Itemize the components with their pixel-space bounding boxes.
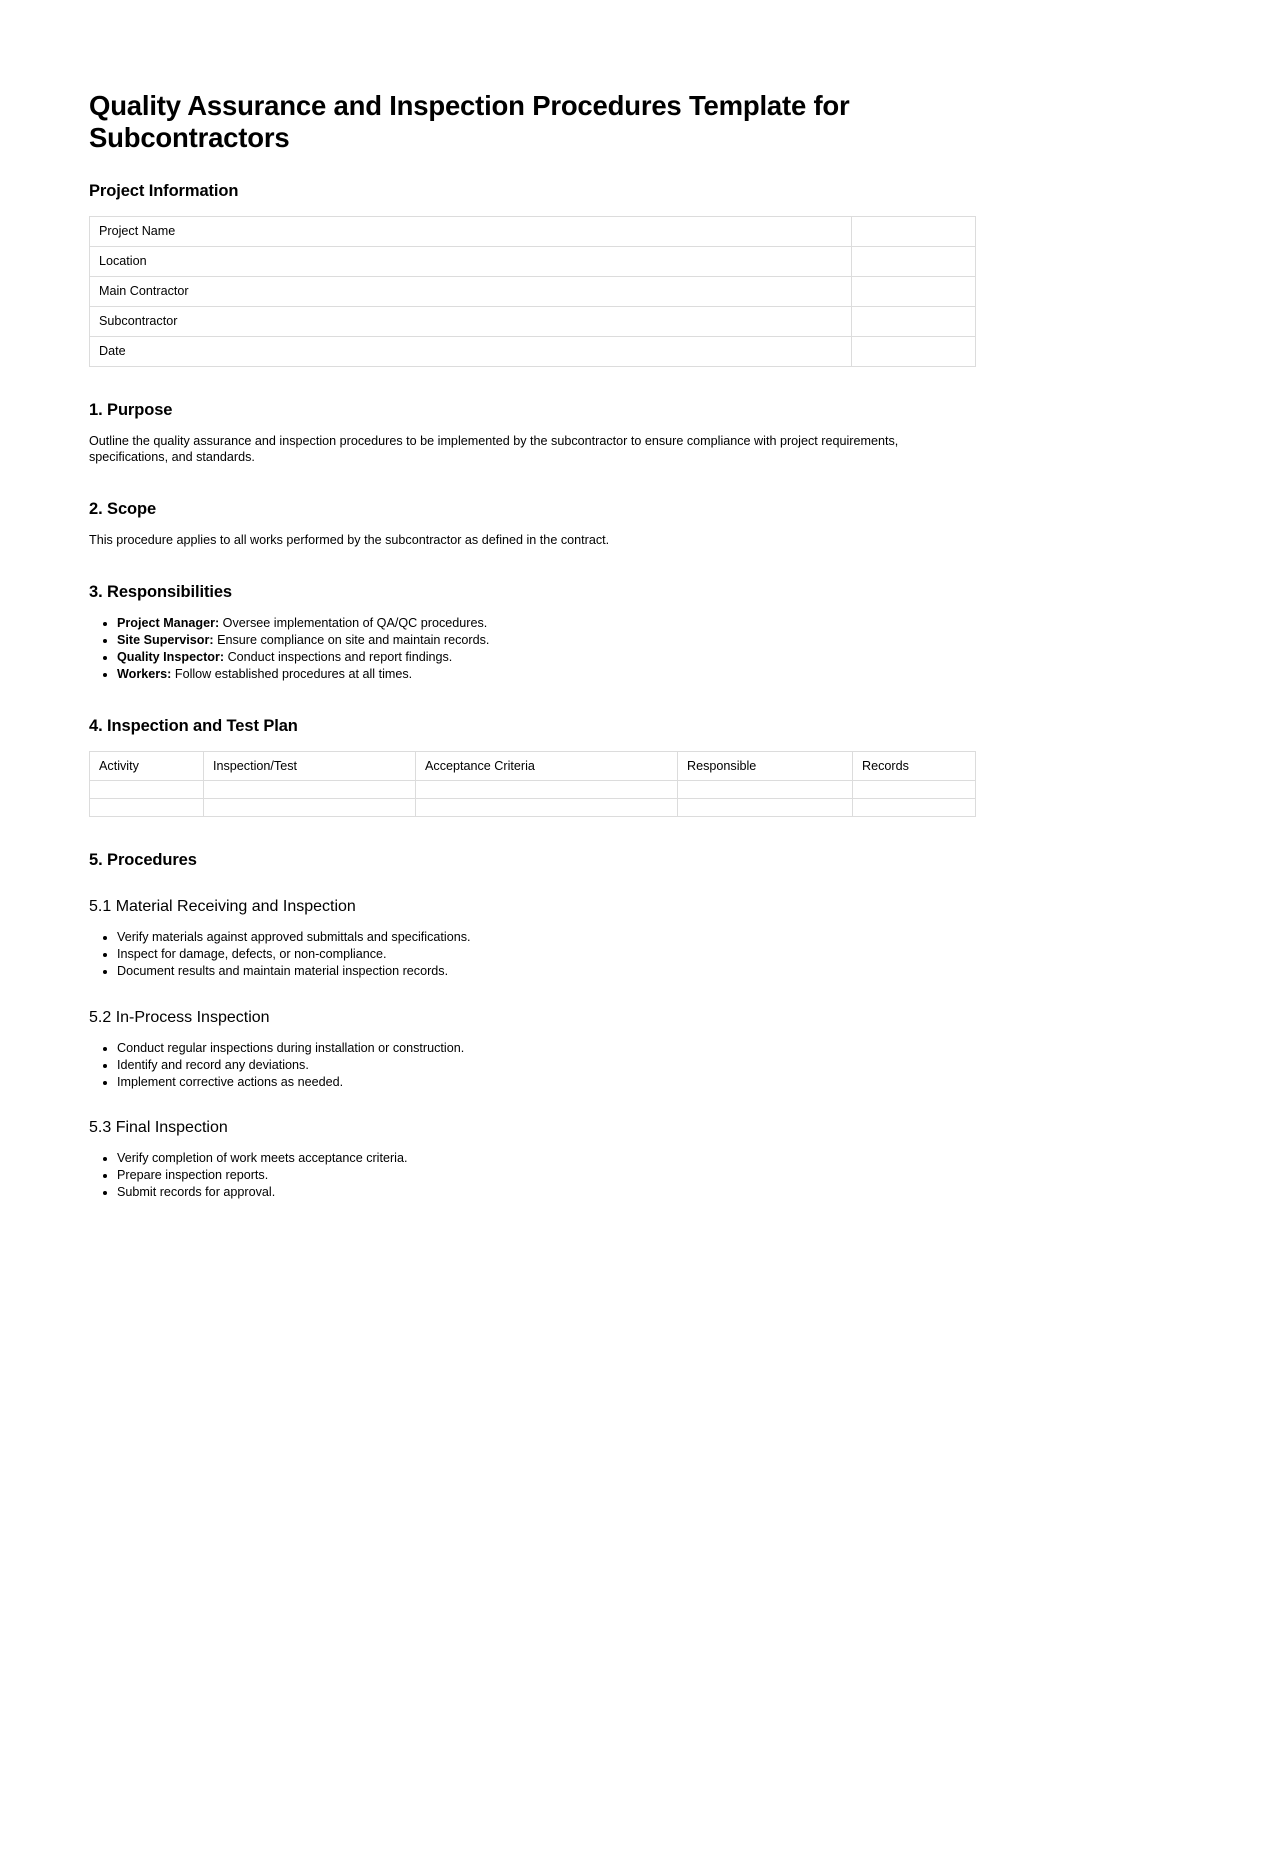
responsibilities-list bbox=[89, 615, 978, 684]
cell-acceptance-criteria[interactable] bbox=[416, 781, 678, 799]
cell-acceptance-criteria[interactable] bbox=[416, 799, 678, 817]
purpose-body-text: Outline the quality assurance and inspection procedures to be implemented by the subcontractor to ensure compliance with project requirements, specifications, and standards. bbox=[89, 433, 899, 465]
column-header-responsible: Responsible bbox=[678, 752, 853, 781]
section-heading-project-information: Project Information bbox=[89, 181, 239, 200]
table-row bbox=[90, 306, 976, 336]
list-item: • Verify completion of work meets acceptance criteria. bbox=[117, 1150, 978, 1167]
list-item bbox=[117, 649, 978, 666]
list-item bbox=[117, 615, 978, 632]
list-item: • Prepare inspection reports. bbox=[117, 1167, 978, 1184]
list-item: • Inspect for damage, defects, or non-compliance. bbox=[117, 946, 978, 963]
material-receiving-list bbox=[89, 929, 978, 980]
responsibility-duty: Oversee implementation of QA/QC procedures. bbox=[219, 615, 488, 630]
cell-inspection-test[interactable] bbox=[204, 799, 416, 817]
column-header-acceptance-criteria: Acceptance Criteria bbox=[416, 752, 678, 781]
table-row bbox=[90, 216, 976, 246]
row-label: Location bbox=[90, 246, 852, 276]
subsection-heading-material-receiving-and-inspection: 5.1 Material Receiving and Inspection bbox=[89, 898, 356, 916]
section-heading-procedures: 5. Procedures bbox=[89, 851, 197, 870]
section-heading-purpose: 1. Purpose bbox=[89, 400, 173, 419]
table-row bbox=[90, 246, 976, 276]
final-inspection-list bbox=[89, 1150, 978, 1201]
cell-activity[interactable] bbox=[90, 799, 204, 817]
section-heading-scope: 2. Scope bbox=[89, 500, 157, 519]
list-item: • Submit records for approval. bbox=[117, 1184, 978, 1201]
row-value[interactable] bbox=[852, 306, 976, 336]
inspection-test-plan-table bbox=[89, 751, 976, 817]
page-title: Quality Assurance and Inspection Procedures Template for Subcontractors bbox=[89, 90, 850, 154]
row-label: Main Contractor bbox=[90, 276, 852, 306]
in-process-inspection-list bbox=[89, 1040, 978, 1091]
list-item bbox=[117, 666, 978, 683]
inspection-test-plan-table-header bbox=[90, 752, 976, 781]
list-item: • Conduct regular inspections during installation or construction. bbox=[117, 1040, 978, 1057]
project-information-table bbox=[89, 216, 976, 367]
project-information-table-body bbox=[90, 216, 976, 366]
subsection-heading-final-inspection: 5.3 Final Inspection bbox=[89, 1118, 228, 1136]
cell-responsible[interactable] bbox=[678, 799, 853, 817]
row-value[interactable] bbox=[852, 336, 976, 366]
column-header-activity: Activity bbox=[90, 752, 204, 781]
row-value[interactable] bbox=[852, 216, 976, 246]
list-item: • Implement corrective actions as needed. bbox=[117, 1074, 978, 1091]
responsibility-role: Site Supervisor: bbox=[117, 632, 214, 647]
cell-responsible[interactable] bbox=[678, 781, 853, 799]
list-item: • Identify and record any deviations. bbox=[117, 1057, 978, 1074]
cell-activity[interactable] bbox=[90, 781, 204, 799]
responsibility-role: Quality Inspector: bbox=[117, 649, 225, 664]
list-item: • Document results and maintain material inspection records. bbox=[117, 963, 978, 980]
column-header-inspection-test: Inspection/Test bbox=[204, 752, 416, 781]
column-header-records: Records bbox=[853, 752, 976, 781]
scope-body-text: This procedure applies to all works performed by the subcontractor as defined in the contract. bbox=[89, 533, 610, 548]
section-heading-inspection-and-test-plan: 4. Inspection and Test Plan bbox=[89, 717, 298, 736]
table-row bbox=[90, 276, 976, 306]
inspection-test-plan-table-body bbox=[90, 781, 976, 817]
section-heading-responsibilities: 3. Responsibilities bbox=[89, 582, 232, 601]
responsibility-duty: Follow established procedures at all times. bbox=[171, 667, 413, 682]
list-item bbox=[117, 632, 978, 649]
cell-inspection-test[interactable] bbox=[204, 781, 416, 799]
table-row bbox=[90, 336, 976, 366]
cell-records[interactable] bbox=[853, 781, 976, 799]
subsection-heading-in-process-inspection: 5.2 In-Process Inspection bbox=[89, 1008, 270, 1026]
responsibility-duty: Ensure compliance on site and maintain records. bbox=[213, 632, 490, 647]
cell-records[interactable] bbox=[853, 799, 976, 817]
responsibility-role: Workers: bbox=[117, 667, 172, 682]
row-value[interactable] bbox=[852, 276, 976, 306]
list-item: • Verify materials against approved submittals and specifications. bbox=[117, 929, 978, 946]
row-value[interactable] bbox=[852, 246, 976, 276]
row-label: Date bbox=[90, 336, 852, 366]
table-row bbox=[90, 781, 976, 799]
table-header-row bbox=[90, 752, 976, 781]
row-label: Project Name bbox=[90, 216, 852, 246]
responsibility-duty: Conduct inspections and report findings. bbox=[224, 649, 453, 664]
table-row bbox=[90, 799, 976, 817]
row-label: Subcontractor bbox=[90, 306, 852, 336]
responsibility-role: Project Manager: bbox=[117, 615, 220, 630]
